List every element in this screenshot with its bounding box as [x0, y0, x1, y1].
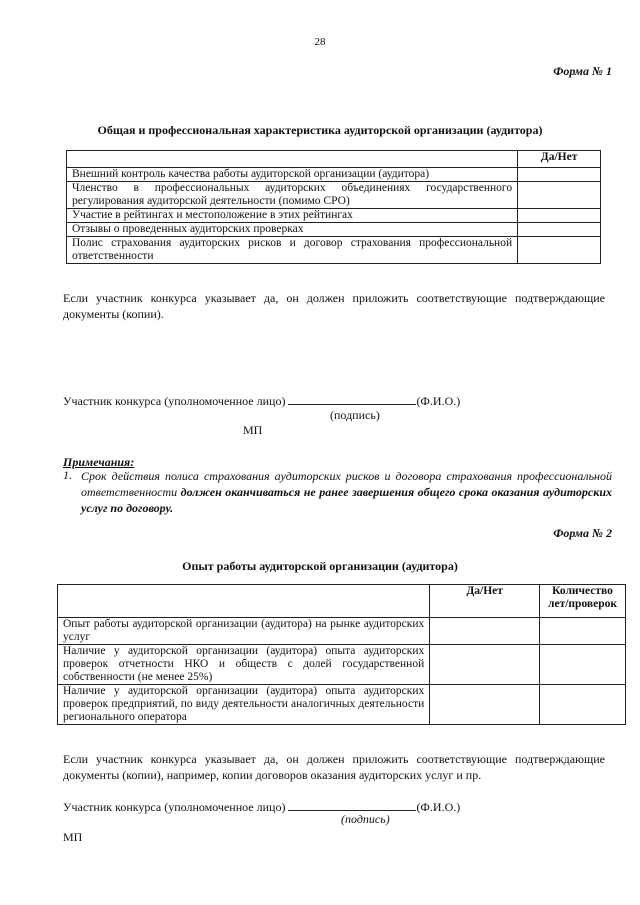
answer-cell[interactable]	[430, 645, 540, 685]
count-cell[interactable]	[540, 645, 626, 685]
table-row	[67, 168, 601, 182]
note-item-number: 1.	[63, 468, 72, 482]
note-text-bold: должен оканчиваться не ранее завершения общего срока оказания аудиторских услуг по договору.	[81, 485, 613, 515]
table-header-row	[58, 585, 626, 618]
row-label: Членство в профессиональных аудиторских объединениях государственного регулирования аудиторской деятельности (помимо СРО)	[67, 182, 518, 209]
row-label: Полис страхования аудиторских рисков и договор страхования профессиональной ответственности	[67, 237, 518, 264]
form2-note: Если участник конкурса указывает да, он должен приложить соответствующие подтверждающие документы (копии), например, копии договоров оказания аудиторских услуг и пр.	[63, 752, 605, 782]
answer-cell[interactable]	[518, 223, 601, 237]
note-text-italic: Срок действия полиса страхования аудиторских рисков и договора страхования профессиональной ответственности	[81, 469, 612, 499]
count-cell[interactable]	[540, 685, 626, 725]
answer-cell[interactable]	[518, 237, 601, 264]
header-empty-cell	[58, 585, 430, 618]
form2-label: Форма № 2	[553, 526, 612, 540]
form2-title: Опыт работы аудиторской организации (аудитора)	[182, 559, 458, 573]
answer-cell[interactable]	[430, 685, 540, 725]
count-cell[interactable]	[540, 618, 626, 645]
form2-signature-line	[63, 798, 460, 815]
table-row	[58, 645, 626, 685]
form1-note: Если участник конкурса указывает да, он должен приложить соответствующие подтверждающие документы (копии).	[63, 291, 605, 321]
answer-cell[interactable]	[518, 209, 601, 223]
table-row	[67, 237, 601, 264]
form1-table	[66, 150, 601, 264]
fio-label: (Ф.И.О.)	[416, 800, 461, 814]
form1-title: Общая и профессиональная характеристика аудиторской организации (аудитора)	[97, 123, 543, 137]
signature-label: Участник конкурса (уполномоченное лицо)	[63, 800, 286, 814]
note-item	[81, 468, 612, 516]
row-label: Отзывы о проведенных аудиторских проверках	[67, 223, 518, 237]
row-label: Наличие у аудиторской организации (аудитора) опыта аудиторских проверок отчетности НКО и обществ с долей государственной собственности (не менее 25%)	[58, 645, 430, 685]
mp-stamp-label: МП	[63, 830, 83, 844]
header-yes-no: Да/Нет	[518, 151, 601, 168]
table-row	[58, 618, 626, 645]
answer-cell[interactable]	[518, 168, 601, 182]
header-empty-cell	[67, 151, 518, 168]
row-label: Внешний контроль качества работы аудиторской организации (аудитора)	[67, 168, 518, 182]
answer-cell[interactable]	[518, 182, 601, 209]
row-label: Наличие у аудиторской организации (аудитора) опыта аудиторских проверок предприятий, по виду деятельности аналогичных деятельности регионального оператора	[58, 685, 430, 725]
signature-blank[interactable]	[288, 798, 416, 811]
podpis-label: (подпись)	[341, 812, 390, 826]
table-header-row	[67, 151, 601, 168]
table-row	[58, 685, 626, 725]
answer-cell[interactable]	[430, 618, 540, 645]
podpis-label: (подпись)	[330, 408, 380, 422]
fio-label: (Ф.И.О.)	[416, 394, 461, 408]
signature-label: Участник конкурса (уполномоченное лицо)	[63, 394, 286, 408]
form2-table	[57, 584, 626, 725]
page-number: 28	[314, 36, 326, 48]
row-label: Участие в рейтингах и местоположение в этих рейтингах	[67, 209, 518, 223]
header-count: Количество лет/проверок	[540, 585, 626, 618]
table-row	[67, 223, 601, 237]
row-label: Опыт работы аудиторской организации (аудитора) на рынке аудиторских услуг	[58, 618, 430, 645]
table-row	[67, 182, 601, 209]
signature-blank[interactable]	[288, 392, 416, 405]
form1-signature-line	[63, 392, 460, 409]
table-row	[67, 209, 601, 223]
form1-label: Форма № 1	[553, 64, 612, 78]
notes-title: Примечания:	[63, 455, 135, 469]
mp-stamp-label: МП	[243, 423, 263, 437]
header-yes-no: Да/Нет	[430, 585, 540, 618]
